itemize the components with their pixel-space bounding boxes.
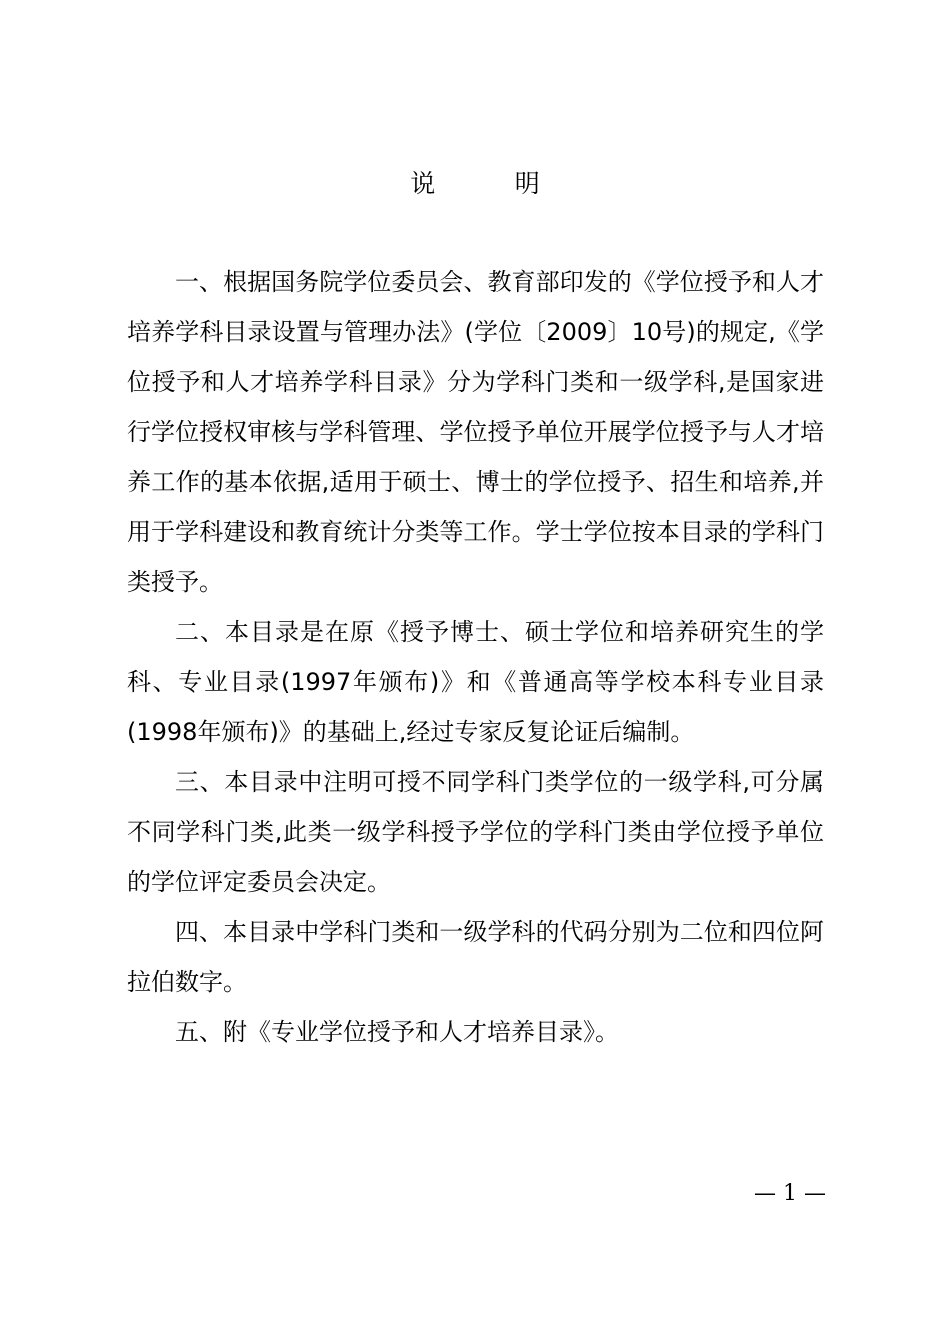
- paragraph-2: 二、本目录是在原《授予博士、硕士学位和培养研究生的学科、专业目录(1997年颁布)》和《普通高等学校本科专业目录(1998年颁布)》的基础上,经过专家反复论证后编制。: [127, 618, 824, 746]
- paragraph-1: 一、根据国务院学位委员会、教育部印发的《学位授予和人才培养学科目录设置与管理办法》(学位〔2009〕10号)的规定,《学位授予和人才培养学科目录》分为学科门类和一级学科,是国家进行学位授权审核与学科管理、学位授予单位开展学位授予与人才培养工作的基本依据,适用于硕士、博士的学位授予、招生和培养,并用于学科建设和教育统计分类等工作。学士学位按本目录的学科门类授予。: [127, 268, 824, 596]
- document-body: [127, 257, 824, 1057]
- paragraph-3: 三、本目录中注明可授不同学科门类学位的一级学科,可分属不同学科门类,此类一级学科授予学位的学科门类由学位授予单位的学位评定委员会决定。: [127, 768, 824, 896]
- document-title: 说 明: [410, 169, 540, 198]
- paragraph-4: 四、本目录中学科门类和一级学科的代码分别为二位和四位阿拉伯数字。: [127, 918, 824, 996]
- page-number: — 1 —: [754, 1181, 826, 1206]
- paragraph-5: 五、附《专业学位授予和人才培养目录》。: [175, 1018, 619, 1046]
